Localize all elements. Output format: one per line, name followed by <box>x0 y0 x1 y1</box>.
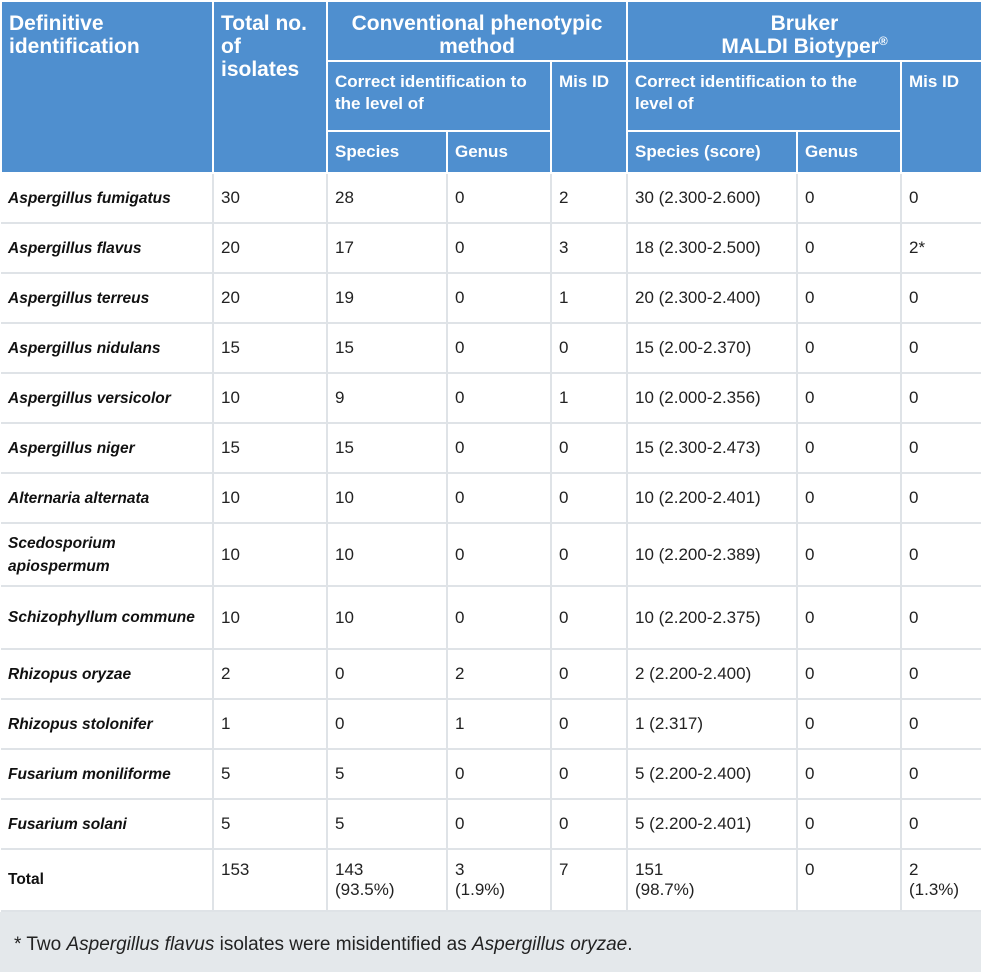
header-bruker-maldi <box>627 1 981 61</box>
footnote-species2: Aspergillus oryzae <box>471 934 628 955</box>
footnote-part2: isolates were misidentified as <box>214 934 472 955</box>
row-maldi-genus: 0 <box>797 523 901 586</box>
row-maldi-species: 5 (2.200-2.401) <box>627 799 797 849</box>
table-row <box>1 323 981 373</box>
table-row <box>1 223 981 273</box>
row-conv-species: 19 <box>327 273 447 323</box>
row-maldi-mis: 0 <box>901 586 981 649</box>
row-conv-species: 15 <box>327 423 447 473</box>
row-maldi-species: 10 (2.200-2.375) <box>627 586 797 649</box>
total-maldi-mis-pct: (1.3%) <box>909 880 960 899</box>
row-organism-name: Aspergillus niger <box>1 423 213 473</box>
header-definitive-identification: Definitive identification <box>1 1 213 173</box>
row-conv-genus: 0 <box>447 423 551 473</box>
row-conv-mis: 0 <box>551 323 627 373</box>
header-maldi-label: MALDI Biotyper <box>721 35 879 58</box>
row-total: 5 <box>213 799 327 849</box>
table-row <box>1 173 981 223</box>
table-row <box>1 649 981 699</box>
total-maldi-species-count: 151 <box>635 860 664 879</box>
row-conv-species: 17 <box>327 223 447 273</box>
row-organism-name: Aspergillus nidulans <box>1 323 213 373</box>
row-conv-mis: 0 <box>551 423 627 473</box>
row-total: 2 <box>213 649 327 699</box>
row-maldi-mis: 0 <box>901 173 981 223</box>
header-genus-maldi: Genus <box>797 131 901 173</box>
row-maldi-genus: 0 <box>797 373 901 423</box>
row-maldi-species: 1 (2.317) <box>627 699 797 749</box>
row-maldi-mis: 0 <box>901 749 981 799</box>
row-organism-name: Rhizopus oryzae <box>1 649 213 699</box>
row-maldi-species: 30 (2.300-2.600) <box>627 173 797 223</box>
footnote <box>0 912 981 972</box>
row-conv-species: 15 <box>327 323 447 373</box>
row-total: 20 <box>213 273 327 323</box>
row-conv-genus: 0 <box>447 523 551 586</box>
header-conventional-method: Conventional phenotypic method <box>327 1 627 61</box>
row-conv-species: 5 <box>327 749 447 799</box>
total-maldi-species <box>627 849 797 911</box>
total-conv-species <box>327 849 447 911</box>
row-maldi-species: 15 (2.00-2.370) <box>627 323 797 373</box>
registered-mark: ® <box>878 34 888 48</box>
header-species-score-maldi: Species (score) <box>627 131 797 173</box>
row-conv-mis: 0 <box>551 649 627 699</box>
row-conv-genus: 0 <box>447 173 551 223</box>
row-organism-name: Rhizopus stolonifer <box>1 699 213 749</box>
header-correct-identification-maldi: Correct identification to the level of <box>627 61 901 131</box>
row-conv-genus: 1 <box>447 699 551 749</box>
row-conv-genus: 2 <box>447 649 551 699</box>
total-maldi-genus: 0 <box>797 849 901 911</box>
row-conv-species: 0 <box>327 649 447 699</box>
row-conv-genus: 0 <box>447 323 551 373</box>
row-total: 10 <box>213 473 327 523</box>
row-conv-genus: 0 <box>447 749 551 799</box>
row-maldi-mis: 0 <box>901 373 981 423</box>
row-total: 10 <box>213 586 327 649</box>
table-body <box>1 173 981 911</box>
row-maldi-genus: 0 <box>797 223 901 273</box>
row-conv-species: 10 <box>327 586 447 649</box>
footnote-part3: . <box>627 934 633 955</box>
total-conv-species-pct: (93.5%) <box>335 880 395 899</box>
row-conv-genus: 0 <box>447 223 551 273</box>
row-organism-name: Aspergillus flavus <box>1 223 213 273</box>
row-total: 15 <box>213 423 327 473</box>
row-maldi-genus: 0 <box>797 423 901 473</box>
header-bruker-label: Bruker <box>770 12 839 35</box>
row-maldi-genus: 0 <box>797 799 901 849</box>
row-conv-genus: 0 <box>447 586 551 649</box>
total-row <box>1 849 981 911</box>
table-header <box>1 1 981 173</box>
row-conv-genus: 0 <box>447 273 551 323</box>
table-row <box>1 699 981 749</box>
row-conv-genus: 0 <box>447 799 551 849</box>
row-conv-mis: 0 <box>551 473 627 523</box>
row-organism-name: Aspergillus fumigatus <box>1 173 213 223</box>
row-conv-mis: 0 <box>551 586 627 649</box>
row-maldi-genus: 0 <box>797 323 901 373</box>
row-conv-species: 10 <box>327 523 447 586</box>
row-organism-name: Alternaria alternata <box>1 473 213 523</box>
row-maldi-genus: 0 <box>797 273 901 323</box>
total-maldi-mis-count: 2 <box>909 860 919 879</box>
table-row <box>1 473 981 523</box>
row-total: 1 <box>213 699 327 749</box>
row-maldi-mis: 0 <box>901 649 981 699</box>
row-total: 10 <box>213 373 327 423</box>
total-conv-mis: 7 <box>551 849 627 911</box>
row-conv-mis: 0 <box>551 523 627 586</box>
row-maldi-mis: 0 <box>901 699 981 749</box>
total-conv-genus-count: 3 <box>455 860 465 879</box>
footnote-species1: Aspergillus flavus <box>66 934 215 955</box>
row-conv-species: 28 <box>327 173 447 223</box>
row-conv-mis: 1 <box>551 373 627 423</box>
row-maldi-species: 10 (2.200-2.401) <box>627 473 797 523</box>
table-row <box>1 523 981 586</box>
row-maldi-mis: 0 <box>901 523 981 586</box>
table-row <box>1 799 981 849</box>
row-maldi-genus: 0 <box>797 173 901 223</box>
row-maldi-mis: 0 <box>901 799 981 849</box>
row-maldi-genus: 0 <box>797 473 901 523</box>
row-total: 15 <box>213 323 327 373</box>
row-maldi-mis: 0 <box>901 423 981 473</box>
row-organism-name: Fusarium moniliforme <box>1 749 213 799</box>
row-organism-name: Fusarium solani <box>1 799 213 849</box>
row-total: 20 <box>213 223 327 273</box>
row-maldi-species: 2 (2.200-2.400) <box>627 649 797 699</box>
total-isolates: 153 <box>213 849 327 911</box>
total-conv-species-count: 143 <box>335 860 364 879</box>
row-maldi-species: 10 (2.200-2.389) <box>627 523 797 586</box>
total-maldi-mis <box>901 849 981 911</box>
header-mis-id-maldi: Mis ID <box>901 61 981 173</box>
row-organism-name: Aspergillus terreus <box>1 273 213 323</box>
total-label: Total <box>1 849 213 911</box>
row-maldi-species: 15 (2.300-2.473) <box>627 423 797 473</box>
row-conv-mis: 2 <box>551 173 627 223</box>
total-conv-genus <box>447 849 551 911</box>
row-maldi-species: 10 (2.000-2.356) <box>627 373 797 423</box>
row-organism-name: Schizophyllum commune <box>1 586 213 649</box>
row-maldi-genus: 0 <box>797 749 901 799</box>
row-conv-genus: 0 <box>447 473 551 523</box>
row-conv-species: 5 <box>327 799 447 849</box>
table-row <box>1 586 981 649</box>
table-row <box>1 749 981 799</box>
row-conv-species: 10 <box>327 473 447 523</box>
header-mis-id-conv: Mis ID <box>551 61 627 173</box>
header-species-conv: Species <box>327 131 447 173</box>
header-genus-conv: Genus <box>447 131 551 173</box>
row-conv-mis: 0 <box>551 699 627 749</box>
row-maldi-genus: 0 <box>797 649 901 699</box>
row-organism-name: Aspergillus versicolor <box>1 373 213 423</box>
row-maldi-mis: 0 <box>901 273 981 323</box>
row-maldi-species: 18 (2.300-2.500) <box>627 223 797 273</box>
row-maldi-genus: 0 <box>797 699 901 749</box>
row-total: 30 <box>213 173 327 223</box>
row-conv-species: 0 <box>327 699 447 749</box>
header-total-isolates: Total no. of isolates <box>213 1 327 173</box>
header-correct-identification-conv: Correct identification to the level of <box>327 61 551 131</box>
total-maldi-species-pct: (98.7%) <box>635 880 695 899</box>
row-maldi-mis: 2* <box>901 223 981 273</box>
row-maldi-mis: 0 <box>901 323 981 373</box>
row-conv-species: 9 <box>327 373 447 423</box>
row-conv-genus: 0 <box>447 373 551 423</box>
row-organism-name: Scedosporium apiospermum <box>1 523 213 586</box>
row-total: 5 <box>213 749 327 799</box>
row-maldi-mis: 0 <box>901 473 981 523</box>
row-conv-mis: 0 <box>551 799 627 849</box>
row-total: 10 <box>213 523 327 586</box>
row-maldi-species: 5 (2.200-2.400) <box>627 749 797 799</box>
row-maldi-species: 20 (2.300-2.400) <box>627 273 797 323</box>
row-conv-mis: 3 <box>551 223 627 273</box>
footnote-part1: * Two <box>14 934 67 955</box>
row-conv-mis: 0 <box>551 749 627 799</box>
table-row <box>1 273 981 323</box>
row-maldi-genus: 0 <box>797 586 901 649</box>
total-conv-genus-pct: (1.9%) <box>455 880 506 899</box>
row-conv-mis: 1 <box>551 273 627 323</box>
table-row <box>1 423 981 473</box>
table-row <box>1 373 981 423</box>
